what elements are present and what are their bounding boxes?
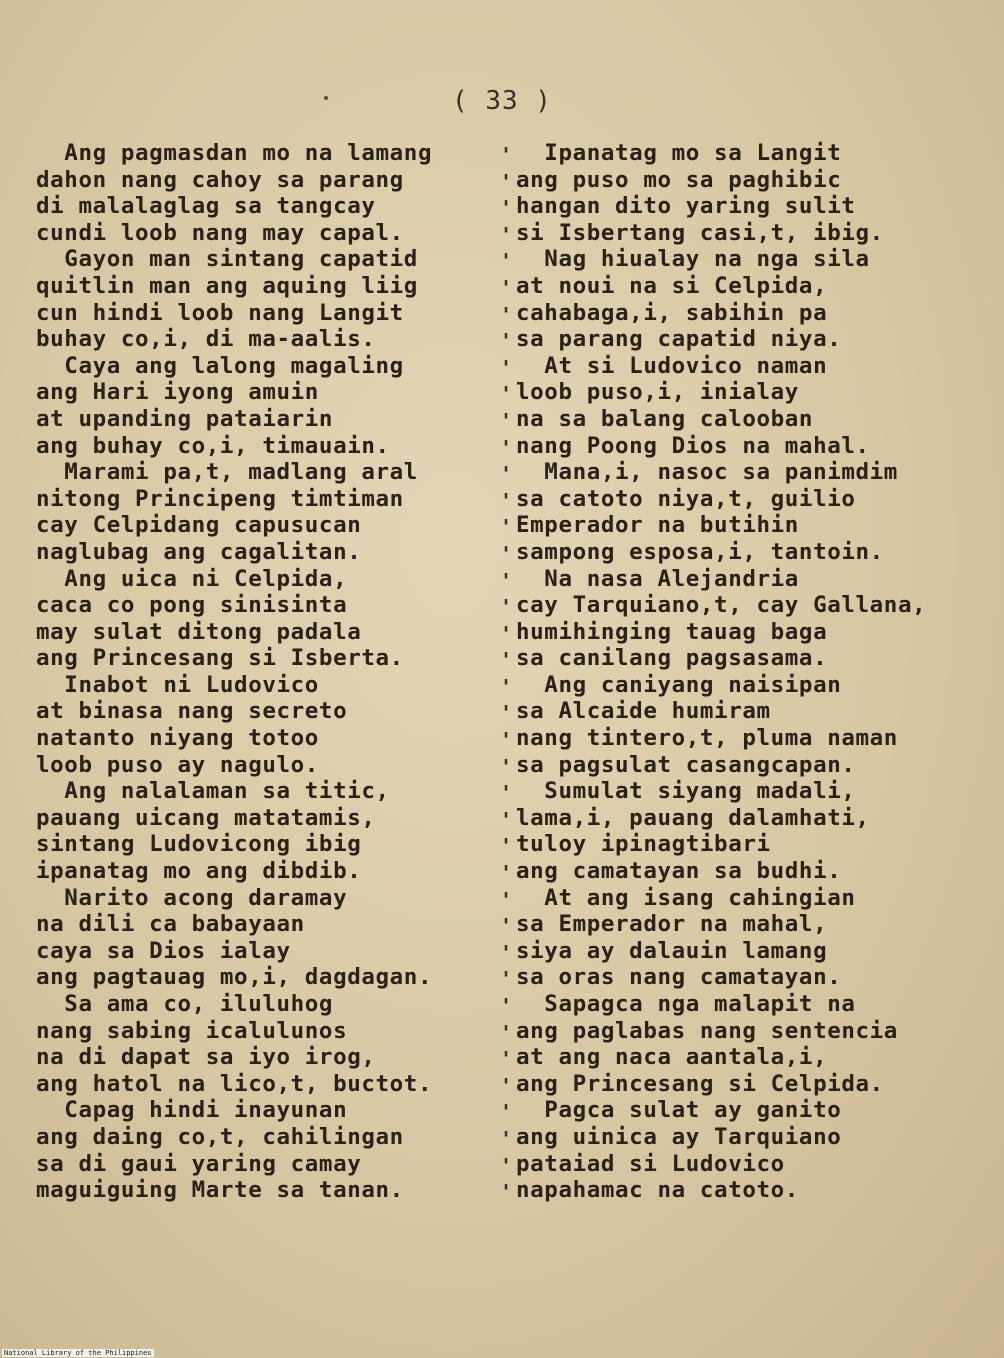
verse-line: ang daing co,t, cahilingan: [36, 1123, 404, 1150]
verse-line: sa oras nang camatayan.: [516, 964, 842, 991]
verse-line: cay Celpidang capusucan: [36, 512, 362, 539]
footer-credit: National Library of the Philippines: [4, 1349, 152, 1357]
verse-line: sa parang capatid niya.: [516, 326, 842, 353]
verse-line: ang Hari iyong amuin: [36, 379, 319, 406]
verse-line: dahon nang cahoy sa parang: [36, 166, 404, 193]
verse-line: ang pagtauag mo,i, dagdagan.: [36, 964, 433, 991]
right-column: [516, 140, 986, 1204]
verse-line: na dili ca babayaan: [36, 911, 305, 938]
verse-line: at upanding pataiarin: [36, 405, 334, 432]
verse-line: cundi loob nang may capal.: [36, 219, 404, 246]
verse-line: naglubag ang cagalitan.: [36, 538, 362, 565]
verse-line: napahamac na catoto.: [516, 1177, 799, 1204]
verse-line: caca co pong sinisinta: [36, 592, 348, 619]
verse-line: may sulat ditong padala: [36, 618, 362, 645]
verse-line: humihinging tauag baga: [516, 618, 828, 645]
verse-line: natanto niyang totoo: [36, 725, 319, 752]
verse-line: ang puso mo sa paghibic: [516, 166, 842, 193]
verse-line: cahabaga,i, sabihin pa: [516, 299, 828, 326]
verse-line: Sa ama co, iluluhog: [36, 991, 334, 1017]
verse-line: Capag hindi inayunan: [36, 1097, 348, 1124]
verse-line: sampong esposa,i, tantoin.: [516, 538, 884, 565]
verse-line: nang Poong Dios na mahal.: [516, 432, 870, 459]
verse-line: hangan dito yaring sulit: [516, 193, 856, 220]
verse-line: Marami pa,t, madlang aral: [36, 459, 418, 486]
verse-line: sintang Ludovicong ibig: [36, 831, 362, 858]
verse-line: pataiad si Ludovico: [516, 1150, 785, 1177]
verse-line: di malalaglag sa tangcay: [36, 193, 376, 220]
verse-line: Narito acong daramay: [36, 884, 348, 911]
verse-line: lama,i, pauang dalamhati,: [516, 804, 870, 831]
verse-line: ang buhay co,i, timauain.: [36, 432, 390, 459]
verse-line: at noui na si Celpida,: [516, 272, 828, 299]
verse-line: sa di gaui yaring camay: [36, 1150, 362, 1177]
verse-line: siya ay dalauin lamang: [516, 937, 828, 964]
verse-line: ang hatol na lico,t, buctot.: [36, 1070, 433, 1097]
page-number: ( 33 ): [452, 86, 552, 116]
verse-line: ang camatayan sa budhi.: [516, 858, 842, 885]
verse-line: Caya ang lalong magaling: [36, 352, 404, 379]
verse-line: pauang uicang matatamis,: [36, 804, 376, 831]
verse-line: ang uinica ay Tarquiano: [516, 1123, 842, 1150]
verse-line: nang tintero,t, pluma naman: [516, 725, 898, 752]
verse-line: caya sa Dios ialay: [36, 937, 291, 964]
verse-line: sa canilang pagsasama.: [516, 645, 828, 672]
verse-line: Inabot ni Ludovico: [36, 671, 319, 698]
verse-line: Ang nalalaman sa titic,: [36, 778, 390, 805]
verse-line: si Isbertang casi,t, ibig.: [516, 219, 884, 246]
left-column: [36, 140, 496, 1204]
verse-line: Na nasa Alejandria: [516, 565, 799, 592]
verse-line: sa Alcaide humiram: [516, 698, 771, 725]
verse-line: at ang naca aantala,i,: [516, 1044, 828, 1071]
verse-line: quitlin man ang aquing liig: [36, 272, 418, 299]
verse-line: ipanatag mo ang dibdib.: [36, 858, 362, 885]
column-separator: ' ' ' ' ' ' ' ' ' ' ' ' ' ' ' ' ' ' ' ' ' ' ' ' ' ' ' ' ' ' ' ' ' ' ' ' ' ' ' ': [499, 143, 513, 1205]
verse-line: ang Princesang si Celpida.: [516, 1070, 884, 1097]
verse-line: At ang isang cahingian: [516, 884, 856, 911]
verse-line: sa pagsulat casangcapan.: [516, 751, 856, 778]
verse-line: Sumulat siyang madali,: [516, 778, 856, 805]
verse-line: Ang caniyang naisipan: [516, 671, 842, 698]
verse-line: Mana,i, nasoc sa panimdim: [516, 459, 898, 486]
verse-line: na di dapat sa iyo irog,: [36, 1044, 376, 1071]
verse-line: na sa balang calooban: [516, 405, 814, 432]
verse-line: cay Tarquiano,t, cay Gallana,: [516, 592, 927, 619]
verse-line: buhay co,i, di ma-aalis.: [36, 326, 376, 353]
verse-line: maguiguing Marte sa tanan.: [36, 1177, 404, 1204]
verse-line: tuloy ipinagtibari: [516, 831, 771, 858]
verse-line: Ipanatag mo sa Langit: [516, 140, 842, 166]
verse-line: loob puso,i, inialay: [516, 379, 799, 406]
verse-line: loob puso ay nagulo.: [36, 751, 319, 778]
verse-line: At si Ludovico naman: [516, 352, 828, 379]
verse-line: at binasa nang secreto: [36, 698, 348, 725]
verse-line: nitong Principeng timtiman: [36, 485, 404, 512]
verse-line: Sapagca nga malapit na: [516, 991, 856, 1017]
verse-line: Pagca sulat ay ganito: [516, 1097, 842, 1124]
verse-line: Nag hiualay na nga sila: [516, 246, 870, 273]
verse-line: ang paglabas nang sentencia: [516, 1017, 898, 1044]
verse-line: cun hindi loob nang Langit: [36, 299, 404, 326]
verse-line: ang Princesang si Isberta.: [36, 645, 404, 672]
verse-line: nang sabing icalulunos: [36, 1017, 348, 1044]
verse-line: sa catoto niya,t, guilio: [516, 485, 856, 512]
verse-line: Emperador na butihin: [516, 512, 799, 539]
verse-line: Gayon man sintang capatid: [36, 246, 418, 273]
verse-line: Ang uica ni Celpida,: [36, 565, 348, 592]
verse-line: sa Emperador na mahal,: [516, 911, 828, 938]
verse-line: Ang pagmasdan mo na lamang: [36, 140, 433, 166]
